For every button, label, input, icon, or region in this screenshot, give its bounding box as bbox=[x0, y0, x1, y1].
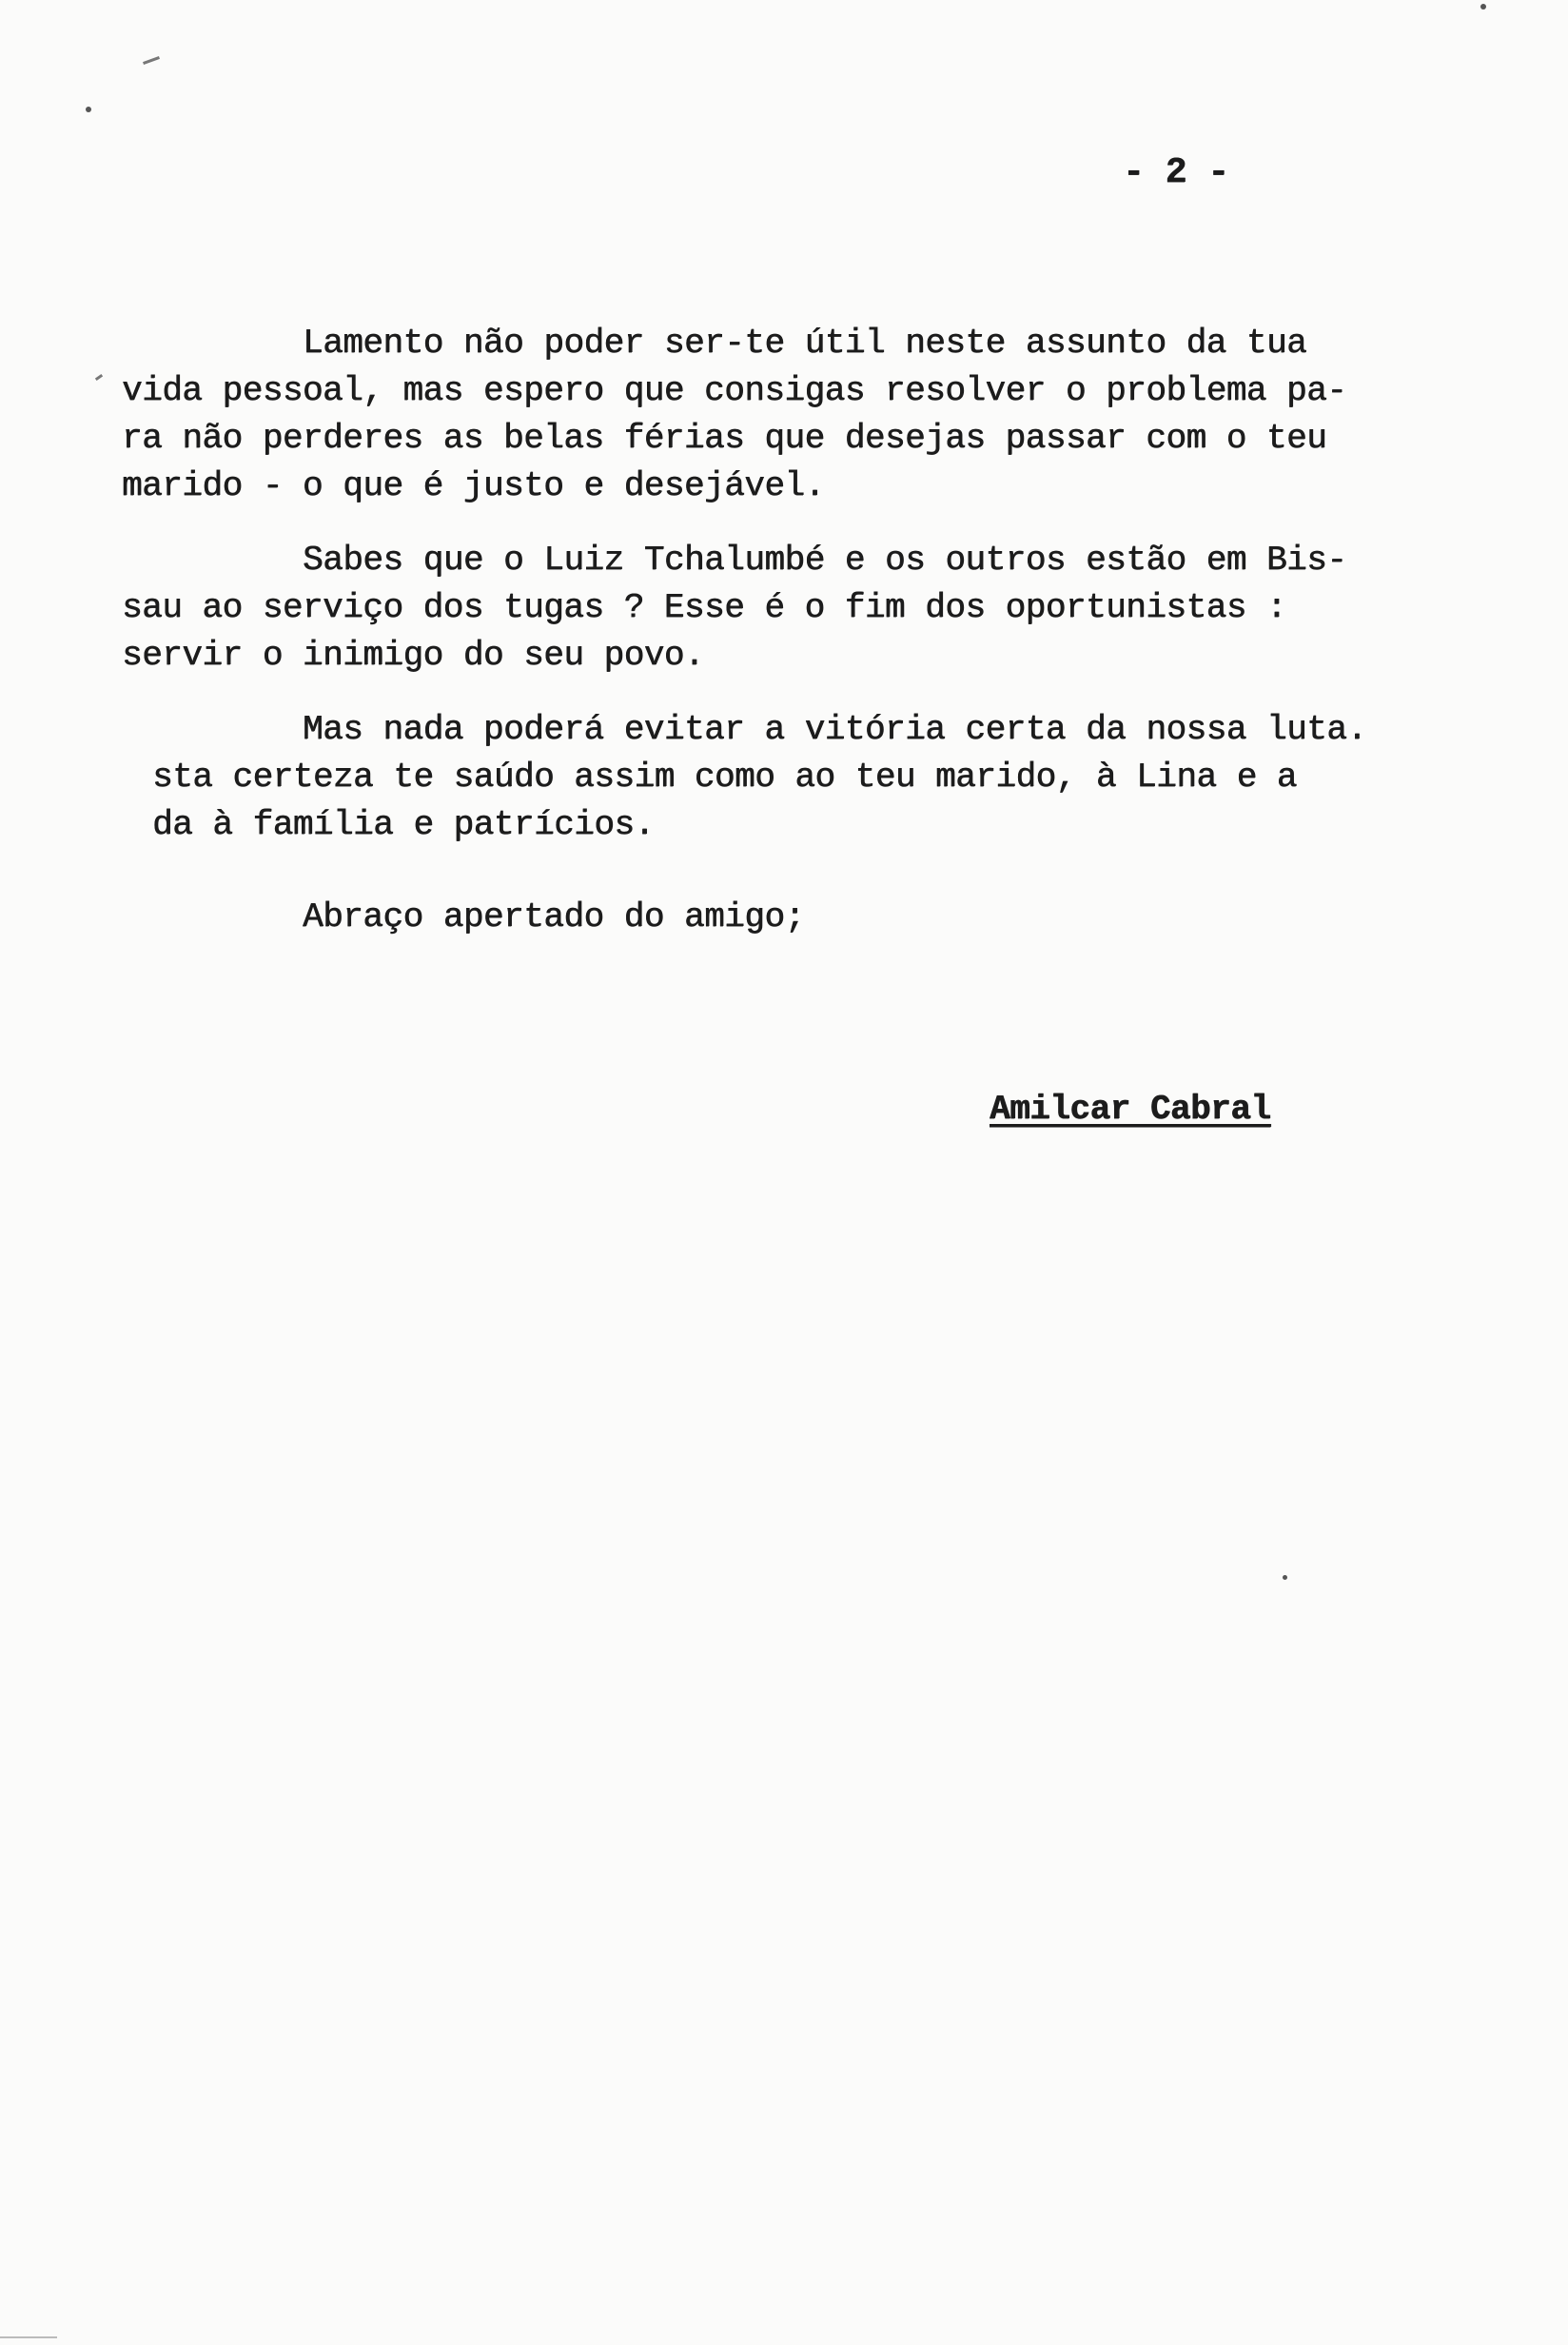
scan-speck bbox=[1283, 1575, 1287, 1580]
paragraph-2-line-1: Sabes que o Luiz Tchalumbé e os outros estão em Bis- bbox=[303, 541, 1347, 580]
scan-speck bbox=[1480, 4, 1486, 10]
scan-speck bbox=[86, 107, 91, 112]
paragraph-3-line-3: da à família e patrícios. bbox=[152, 805, 655, 844]
page-number: - 2 - bbox=[1123, 152, 1229, 193]
paragraph-1-line-3: ra não perderes as belas férias que desejas passar com o teu bbox=[122, 419, 1327, 458]
paragraph-3-line-1: Mas nada poderá evitar a vitória certa da nossa luta. bbox=[303, 710, 1367, 749]
scan-mark bbox=[95, 374, 103, 381]
paragraph-1-line-2: vida pessoal, mas espero que consigas resolver o problema pa- bbox=[122, 371, 1347, 410]
paragraph-1-line-4: marido - o que é justo e desejável. bbox=[122, 466, 825, 505]
paragraph-1-line-1: Lamento não poder ser-te útil neste assunto da tua bbox=[303, 324, 1307, 363]
scan-mark bbox=[143, 56, 160, 65]
paragraph-2-line-2: sau ao serviço dos tugas ? Esse é o fim dos oportunistas : bbox=[122, 588, 1287, 627]
scan-mark bbox=[0, 2336, 57, 2338]
closing-line: Abraço apertado do amigo; bbox=[303, 897, 805, 936]
signature: Amilcar Cabral bbox=[990, 1090, 1271, 1129]
paragraph-2-line-3: servir o inimigo do seu povo. bbox=[122, 636, 705, 675]
paragraph-3-line-2: sta certeza te saúdo assim como ao teu marido, à Lina e a bbox=[152, 758, 1297, 797]
